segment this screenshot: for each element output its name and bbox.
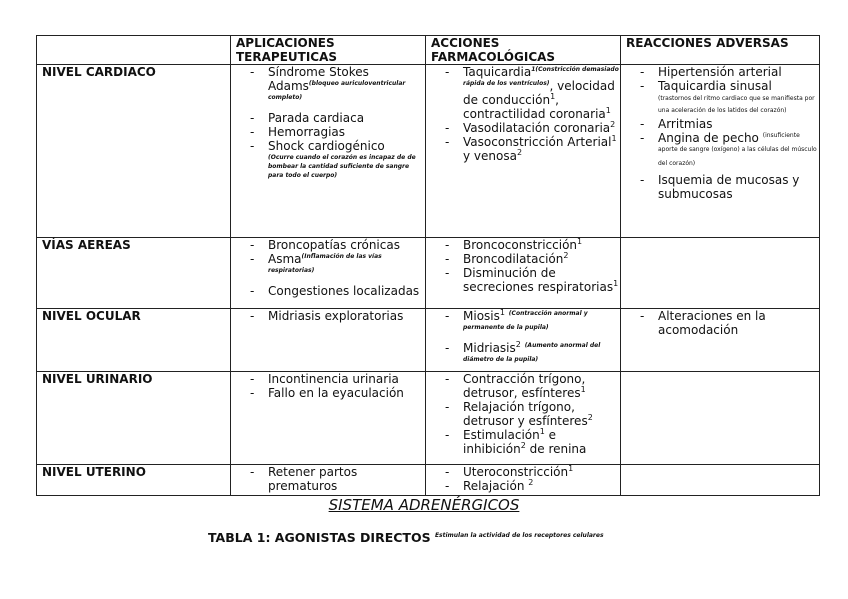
list-item: - Asma$^{(Inflamación de las vías respiratorias)}$ bbox=[250, 252, 425, 280]
footnote: (Aumento anormal del diámetro de la pupila) bbox=[463, 342, 601, 363]
table-row-vias bbox=[37, 238, 820, 309]
list-item: - Relajación trígono, detrusor y esfínteres$^2$ bbox=[445, 400, 620, 428]
table-row-uterino bbox=[37, 465, 820, 496]
cell-apps-uterino bbox=[231, 465, 426, 496]
list-item: - Incontinencia urinaria bbox=[250, 372, 425, 386]
list-item: - Midriasis$^2$ $^{(Aumento anormal del diámetro de la pupila)}$ bbox=[445, 341, 620, 369]
caption-note: Estimulan la actividad de los receptores celulares bbox=[434, 531, 604, 539]
cell-apps-vias bbox=[231, 238, 426, 309]
cell-adverse-uterino bbox=[621, 465, 820, 496]
cell-actions-cardiaco bbox=[426, 65, 621, 238]
list-item: - Taquicardia$^{1(Constricción demasiado rápida de los ventrículos)}$, velocidad de conducción$^1$, contractilidad coronaria$^1$ bbox=[445, 65, 620, 121]
list-item: - Arritmias bbox=[640, 117, 819, 131]
header-row bbox=[37, 36, 820, 65]
list-item: - Disminución de secreciones respiratorias$^1$ bbox=[445, 266, 620, 294]
cell-adverse-cardiaco bbox=[621, 65, 820, 238]
list-item: - Parada cardiaca bbox=[250, 111, 425, 125]
adrenergic-agonists-table bbox=[36, 35, 820, 496]
list-item: - Hemorragias bbox=[250, 125, 425, 139]
list-item: - Miosis$^1$ $^{(Contracción anormal y permanente de la pupila)}$ bbox=[445, 309, 620, 337]
footnote: (Ocurre cuando el corazón es incapaz de de bombear la cantidad suficiente de sangre para todo el cuerpo) bbox=[268, 154, 416, 179]
list-item: - Vasodilatación coronaria$^2$ bbox=[445, 121, 620, 135]
footnote: (bloqueo auriculoventricular completo) bbox=[268, 80, 406, 101]
cell-actions-urinario bbox=[426, 372, 621, 465]
list-item: - Síndrome Stokes Adams$^{(bloqueo auriculoventricular completo)}$ bbox=[250, 65, 425, 107]
cell-apps-ocular bbox=[231, 309, 426, 372]
table-row-cardiaco bbox=[37, 65, 820, 238]
footnote: (Contracción anormal y permanente de la pupila) bbox=[463, 310, 588, 331]
cell-apps-urinario bbox=[231, 372, 426, 465]
header-acciones: ACCIONES FARMACOLÓGICAS bbox=[426, 36, 621, 65]
list-item: - Angina de pecho $^{(insuficiente aporte de sangre (oxígeno) a las células del músculo del corazón)}$ bbox=[640, 131, 819, 173]
table-row-ocular bbox=[37, 309, 820, 372]
list-item: - Alteraciones en la acomodación bbox=[640, 309, 819, 337]
list-item: - Midriasis exploratorias bbox=[250, 309, 425, 323]
cell-actions-ocular bbox=[426, 309, 621, 372]
header-aplicaciones: APLICACIONES TERAPEUTICAS bbox=[231, 36, 426, 65]
list-item: - Broncoconstricción$^1$ bbox=[445, 238, 620, 252]
cell-actions-uterino bbox=[426, 465, 621, 496]
list-item: - Taquicardia sinusal (trastornos del ritmo cardiaco que se manifiesta por una aceleración de los latidos del corazón) bbox=[640, 79, 819, 117]
table-caption bbox=[208, 530, 604, 545]
list-item: - Isquemia de mucosas y submucosas bbox=[640, 173, 819, 201]
header-reacciones: REACCIONES ADVERSAS bbox=[621, 36, 820, 65]
list-item: - Broncopatías crónicas bbox=[250, 238, 425, 252]
cell-apps-cardiaco bbox=[231, 65, 426, 238]
row-label-uterino: NIVEL UTERINO bbox=[37, 465, 231, 496]
list-item: - Shock cardiogénico (Ocurre cuando el corazón es incapaz de de bombear la cantidad suficiente de sangre para todo el cuerpo) bbox=[250, 139, 425, 180]
list-item: - Broncodilatación$^2$ bbox=[445, 252, 620, 266]
cell-adverse-urinario bbox=[621, 372, 820, 465]
footnote: (insuficiente aporte de sangre (oxígeno) a las células del músculo del corazón) bbox=[658, 132, 817, 167]
row-label-cardiaco: NIVEL CARDIACO bbox=[37, 65, 231, 238]
section-title: SISTEMA ADRENÉRGICOS bbox=[328, 496, 520, 514]
list-item: - Contracción trígono, detrusor, esfínteres$^1$ bbox=[445, 372, 620, 400]
cell-actions-vias bbox=[426, 238, 621, 309]
row-label-vias: VÍAS AEREAS bbox=[37, 238, 231, 309]
row-label-urinario: NIVEL URINARIO bbox=[37, 372, 231, 465]
cell-adverse-ocular bbox=[621, 309, 820, 372]
list-item: - Uteroconstricción$^1$ bbox=[445, 465, 620, 479]
list-item: - Vasoconstricción Arterial$^1$ y venosa$^2$ bbox=[445, 135, 620, 163]
table-row-urinario bbox=[37, 372, 820, 465]
list-item: - Retener partos prematuros bbox=[250, 465, 425, 493]
list-item: - Estimulación$^1$ e inhibición$^2$ de renina bbox=[445, 428, 620, 456]
row-label-ocular: NIVEL OCULAR bbox=[37, 309, 231, 372]
cell-adverse-vias bbox=[621, 238, 820, 309]
header-empty bbox=[37, 36, 231, 65]
list-item: - Hipertensión arterial bbox=[640, 65, 819, 79]
footnote: (Inflamación de las vías respiratorias) bbox=[268, 253, 382, 274]
footnote: 1(Constricción demasiado rápida de los ventrículos) bbox=[463, 66, 619, 87]
list-item: - Relajación $^2$ bbox=[445, 479, 620, 493]
footnote: (trastornos del ritmo cardiaco que se manifiesta por una aceleración de los latidos del corazón) bbox=[658, 95, 815, 114]
list-item: - Congestiones localizadas bbox=[250, 284, 425, 298]
list-item: - Fallo en la eyaculación bbox=[250, 386, 425, 400]
caption-text: TABLA 1: AGONISTAS DIRECTOS bbox=[208, 530, 431, 545]
